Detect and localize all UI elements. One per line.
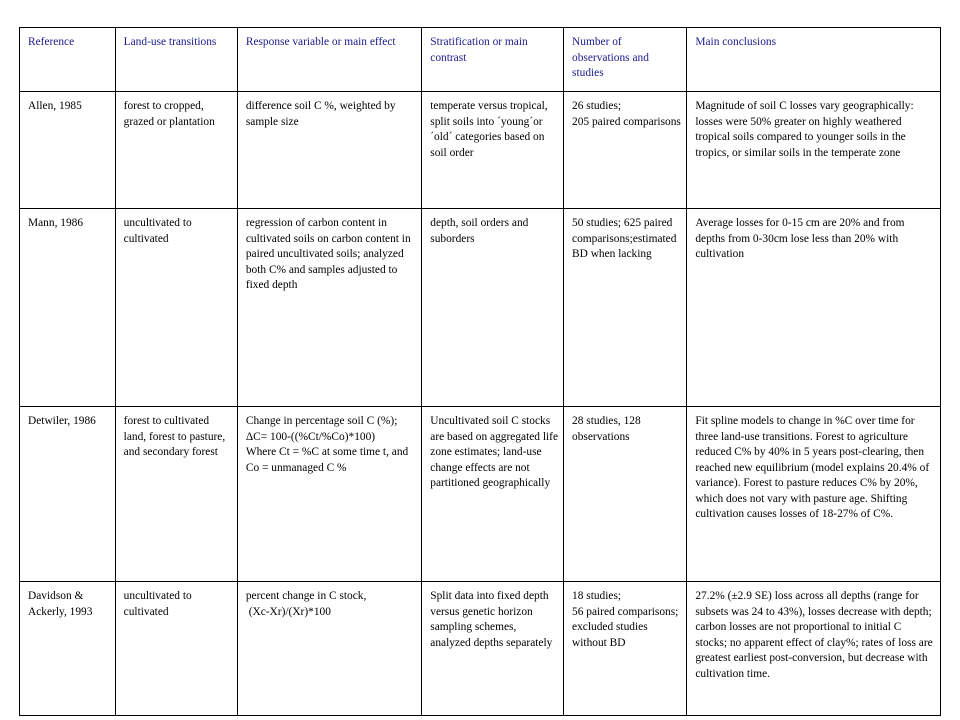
cell-response [237,92,421,209]
cell-conclusions: Magnitude of soil C losses vary geographically: losses were 50% greater on highly weathered tropical soils compared to younger soils in the tropics, or similar soils in the temperate zone [687,92,941,209]
cell-stratification: depth, soil orders and suborders [422,209,564,407]
cell-stratification: temperate versus tropical, split soils into ´young´or ´old´ categories based on soil order [422,92,564,209]
header-row [20,28,941,92]
table-row [20,209,941,407]
header-land-use-transitions: Land-use transitions [115,28,237,92]
table-row [20,582,941,716]
table-row [20,92,941,209]
header-stratification: Stratification or main contrast [422,28,564,92]
cell-conclusions: Average losses for 0-15 cm are 20% and from depths from 0-30cm lose less than 20% with cultivation [687,209,941,407]
observations-line: 205 paired comparisons [572,115,681,128]
cell-land-use: uncultivated to cultivated [115,582,237,716]
cell-reference: Detwiler, 1986 [20,407,116,582]
observations-line: 56 paired comparisons; excluded studies without BD [572,605,679,649]
header-response-variable: Response variable or main effect [237,28,421,92]
cell-observations [564,407,687,582]
cell-reference: Mann, 1986 [20,209,116,407]
cell-reference: Davidson & Ackerly, 1993 [20,582,116,716]
header-reference: Reference [20,28,116,92]
cell-observations [564,92,687,209]
cell-observations [564,582,687,716]
response-line: (Xc-Xr)/(Xr)*100 [245,605,331,618]
header-number-of-observations: Number of observations and studies [564,28,687,92]
cell-response [237,407,421,582]
cell-reference: Allen, 1985 [20,92,116,209]
cell-stratification: Split data into fixed depth versus genetic horizon sampling schemes, analyzed depths separately [422,582,564,716]
observations-line: 50 studies; 625 paired comparisons;estimated BD when lacking [572,217,677,260]
cell-conclusions: 27.2% (±2.9 SE) loss across all depths (range for subsets was 24 to 43%), losses decrease with depth; carbon losses are not proportional to initial C stocks; no apparent effect of clay%; rates of loss are greatest earliest post-conversion, but decrease with cultivation time. [687,582,941,716]
response-line: Change in percentage soil C (%); ΔC= 100-((%Ct/%Co)*100) [245,415,398,443]
observations-line: 28 studies, 128 observations [572,415,641,443]
response-line: difference soil C %, weighted by sample size [245,100,396,128]
header-main-conclusions: Main conclusions [687,28,941,92]
cell-conclusions: Fit spline models to change in %C over time for three land-use transitions. Forest to agriculture reduced C% by 40% in 5 years post-clearing, then reached new equilibrium (model explains 20.4% of variance). Forest to pasture reduces C% by 20%, which does not vary with pasture age. Shifting cultivation causes losses of 18-27% of C%. [687,407,941,582]
literature-review-table [19,27,941,716]
cell-land-use: forest to cropped, grazed or plantation [115,92,237,209]
response-line: regression of carbon content in cultivated soils on carbon content in paired uncultivated soils; analyzed both C% and samples adjusted to fixed depth [245,217,411,291]
cell-stratification: Uncultivated soil C stocks are based on aggregated life zone estimates; land-use change effects are not partitioned geographically [422,407,564,582]
response-line: percent change in C stock, [245,590,367,602]
cell-land-use: uncultivated to cultivated [115,209,237,407]
table-row [20,407,941,582]
cell-observations [564,209,687,407]
observations-line: 18 studies; [572,590,622,602]
cell-response [237,209,421,407]
response-line: Where Ct = %C at some time t, and Co = unmanaged C % [245,446,409,474]
cell-response [237,582,421,716]
cell-land-use: forest to cultivated land, forest to pasture, and secondary forest [115,407,237,582]
observations-line: 26 studies; [572,100,622,112]
